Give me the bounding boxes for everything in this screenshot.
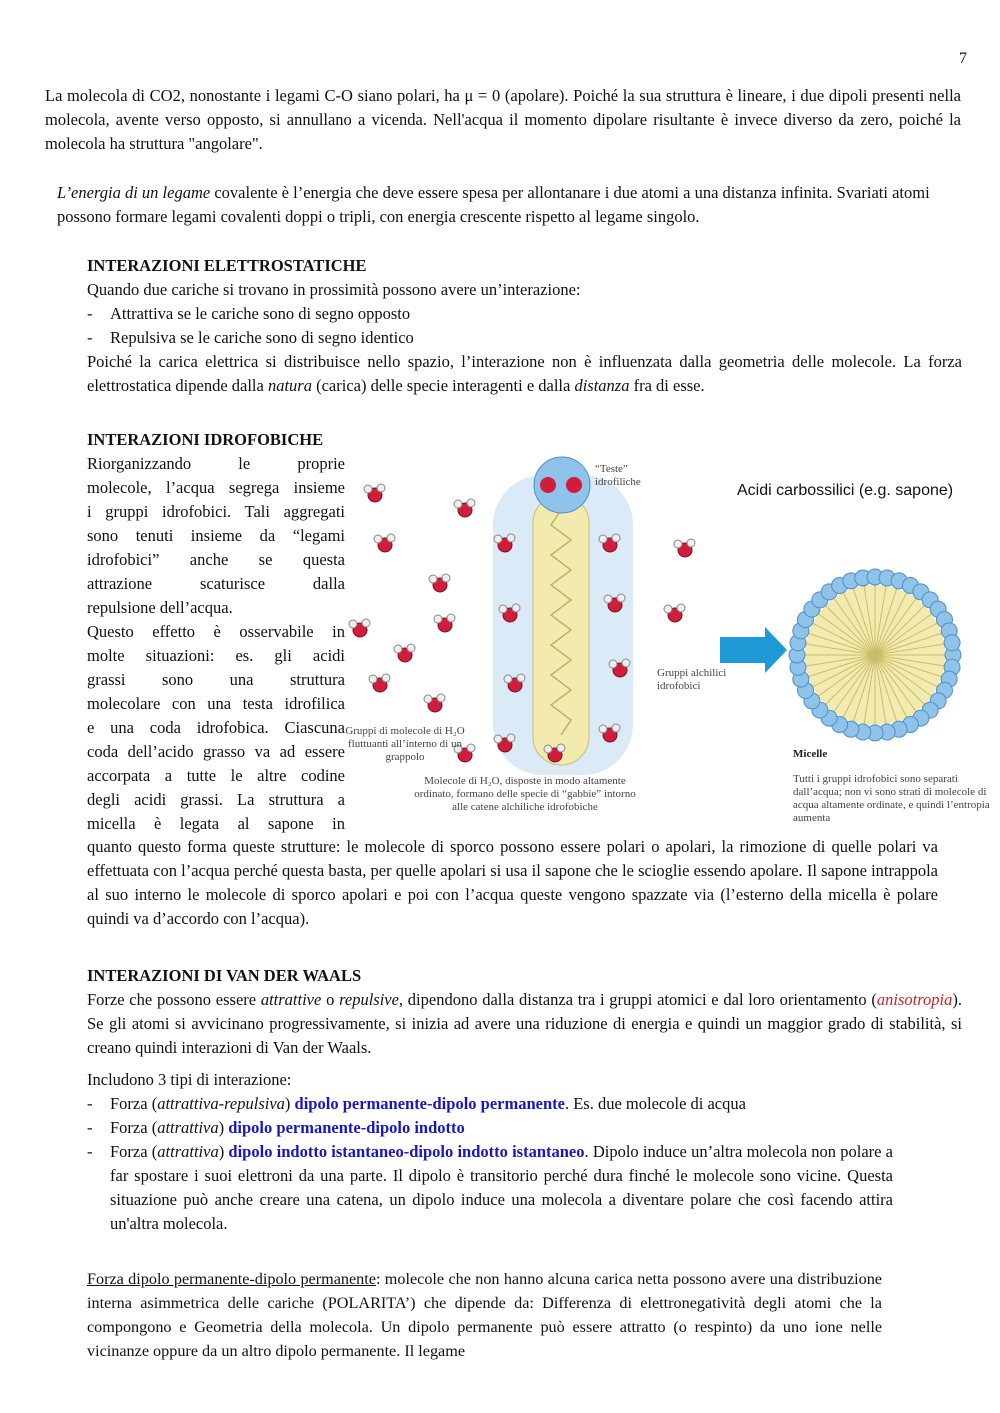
electro-list xyxy=(87,302,962,350)
column-line: micella è legata al sapone in xyxy=(87,814,345,833)
list-item: - Forza (attrattiva) dipolo indotto istantaneo-dipolo indotto istantaneo. Dipolo induce un’altra molecola non polare a far spostare i suoi elettroni da una parte. Il dipolo è transitorio perché dura finché le molecole sono vicine. Questa situazione può anche creare una catena, un dipolo induce una molecola a diventare polare che così facendo attira un'altra molecola. xyxy=(87,1140,893,1236)
hydrophobic-section xyxy=(87,428,345,836)
page-number: 7 xyxy=(959,50,967,67)
term-attrattive: attrattive xyxy=(260,990,322,1009)
column-line: accorpata a tutte le altre codine xyxy=(87,766,345,785)
label-heads: “Teste” idrofiliche xyxy=(595,463,641,488)
column-line: attrazione scaturisce dalla xyxy=(87,574,345,593)
hydrophobic-tail xyxy=(533,495,589,765)
micelle xyxy=(789,569,961,741)
electro-intro: Quando due cariche si trovano in prossimità possono avere un’interazione: xyxy=(87,280,581,299)
vdw-section xyxy=(87,964,962,1363)
column-line: e una coda idrofobica. Ciascuna xyxy=(87,718,345,737)
list-item: - Attrattiva se le cariche sono di segno opposto xyxy=(87,302,962,326)
section-heading: INTERAZIONI IDROFOBICHE xyxy=(87,430,324,449)
dipole-term: Forza dipolo permanente-dipolo permanente xyxy=(87,1270,376,1288)
column-line: grassi sono una struttura xyxy=(87,670,345,689)
column-line: coda dell’acido grasso va ad essere xyxy=(87,742,345,761)
bond-energy-term: L’energia di un legame xyxy=(57,183,211,202)
bond-energy-text: covalente è l’energia che deve essere spesa per allontanare i due atomi a una distanza infinita. Svariati atomi possono formare legami covalenti doppi o tripli, con energia crescente rispetto al legame singolo. xyxy=(57,183,930,226)
term-natura: natura xyxy=(267,376,312,395)
column-line: molecolare con una testa idrofilica xyxy=(87,694,345,713)
column-line: molecole, l’acqua segrega insieme xyxy=(87,478,345,497)
list-item: - Repulsiva se le cariche sono di segno identico xyxy=(87,326,962,350)
hydrophobic-column-text xyxy=(87,452,345,836)
label-groups: Gruppi alchilici idrofobici xyxy=(657,667,727,692)
term-distanza: distanza xyxy=(574,376,630,395)
bond-energy-paragraph xyxy=(57,181,957,229)
label-micelle-desc: Tutti i gruppi idrofobici sono separati dall’acqua; non vi sono strati di molecole di acqua altamente ordinate, e quindi l’entropia aumenta xyxy=(793,773,990,824)
label-cage: Molecole di H₂O, disposte in modo altamente ordinato, formano delle specie di “gabbie” intorno alle catene alchiliche idrofobiche xyxy=(414,775,636,813)
text: Poiché la carica elettrica si distribuisce nello spazio, l’interazione non è influenzata dalla geometria delle molecole. La forza elettrostatica dipende dalla xyxy=(87,352,962,395)
column-line: Riorganizzando le proprie xyxy=(87,454,345,473)
column-line: i gruppi idrofobici. Tali aggregati xyxy=(87,502,345,521)
text: ). Se gli atomi si avvicinano progressivamente, si inizia ad avere una riduzione di energia e quindi un maggior grado di stabilità, si creano quindi interazioni di Van der Waals. xyxy=(87,990,962,1057)
column-line: repulsione dell’acqua. xyxy=(87,598,233,617)
column-line: Questo effetto è osservabile in xyxy=(87,622,345,641)
column-line: molte situazioni: es. gli acidi xyxy=(87,646,345,665)
electrostatic-section xyxy=(87,254,962,398)
label-water: Gruppi di molecole di H₂O fluttuanti all’interno di un grappolo xyxy=(345,725,465,763)
micelle-head xyxy=(944,635,960,651)
text: fra di esse. xyxy=(629,376,705,395)
section-heading: INTERAZIONI DI VAN DER WAALS xyxy=(87,966,362,985)
vdw-paragraph xyxy=(87,988,962,1060)
arrow-icon xyxy=(720,627,787,673)
hydrophobic-continued: quanto questo forma queste strutture: le molecole di sporco possono essere polari o apolari, la rimozione di quelle polari va effettuata con l’acqua perché questa basta, per quelle apolari si usa il sapone che le scioglie essendo apolare. Il sapone intrappola al suo interno le molecole di sporco apolari e poi con l’acqua queste vengono spazzate via (l’esterno della micella è polare quindi va d’accordo con l’acqua). xyxy=(87,837,938,928)
text: : molecole che non hanno alcuna carica netta possono avere una distribuzione interna asimmetrica delle cariche (POLARITA’) che dipende da: Differenza di elettronegatività degli atomi che la compongono e Geometria della molecola. Un dipolo permanente può essere attratto (o respinto) da uno ione nelle vicinanze oppure da un altro dipolo permanente. Il legame xyxy=(87,1270,882,1360)
dipole-paragraph xyxy=(87,1267,882,1363)
column-line: idrofobici” anche se questa xyxy=(87,550,345,569)
electro-paragraph xyxy=(87,350,962,398)
vdw-types-intro: Includono 3 tipi di interazione: xyxy=(87,1070,292,1089)
column-line: sono tenuti insieme da “legami xyxy=(87,526,345,545)
column-line: degli acidi grassi. La struttura a xyxy=(87,790,345,809)
text: (carica) delle specie interagenti e dalla xyxy=(311,376,575,395)
text: o xyxy=(321,990,340,1009)
section-heading: INTERAZIONI ELETTROSTATICHE xyxy=(87,256,367,275)
list-item: - Forza (attrattiva-repulsiva) dipolo permanente-dipolo permanente. Es. due molecole di acqua xyxy=(87,1092,893,1116)
vdw-list xyxy=(87,1092,893,1236)
label-micelle: Micelle xyxy=(793,748,828,760)
term-anisotropia: anisotropia xyxy=(876,990,953,1009)
text: dipendono dalla distanza tra i gruppi atomici e dal loro orientamento ( xyxy=(403,990,877,1009)
intro-paragraph: La molecola di CO2, nonostante i legami C-O siano polari, ha μ = 0 (apolare). Poiché la sua struttura è lineare, i due dipoli presenti nella molecola, avente verso opposto, si annullano a vicenda. Nell'acqua il momento dipolare risultante è invece diverso da zero, poiché la molecola ha struttura "angolare". xyxy=(45,86,961,153)
figure-title: Acidi carbossilici (e.g. sapone) xyxy=(737,482,954,499)
term-repulsive: repulsive, xyxy=(339,990,404,1009)
micelle-figure xyxy=(345,455,995,835)
text: Forze che possono essere xyxy=(87,990,261,1009)
list-item: - Forza (attrattiva) dipolo permanente-dipolo indotto xyxy=(87,1116,893,1140)
